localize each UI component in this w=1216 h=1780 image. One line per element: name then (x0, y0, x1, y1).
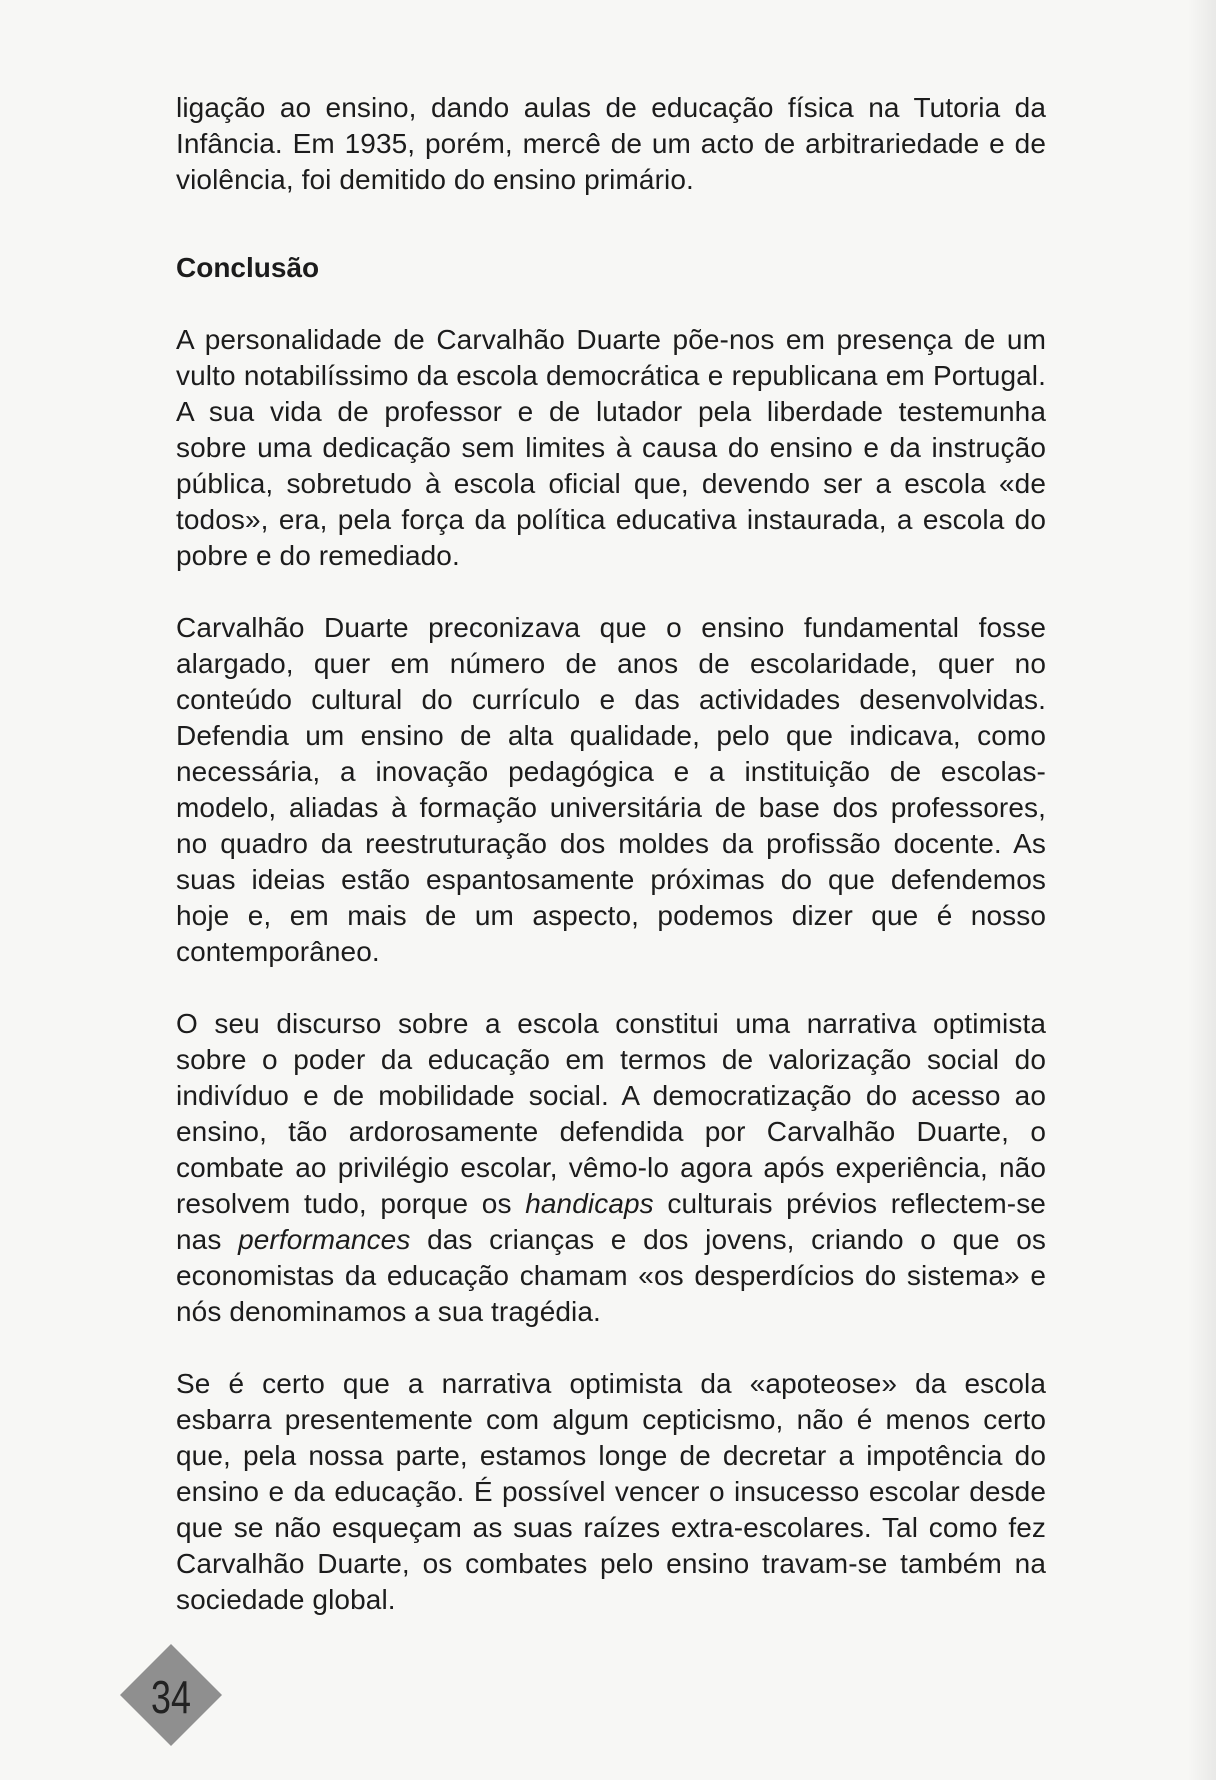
section-heading-conclusao: Conclusão (176, 252, 320, 283)
paragraph-3-text-c: das crianças e dos jovens, criando o que os economistas da educação chamam «os desperdícios do sistema» e nós denominamos a sua tragédia. (176, 1224, 1046, 1327)
conclusion-paragraph-3 (176, 1006, 1046, 1330)
page-number-marker (118, 1640, 228, 1750)
page-edge-shadow (1188, 0, 1216, 1780)
intro-paragraph: ligação ao ensino, dando aulas de educação física na Tutoria da Infância. Em 1935, porém, mercê de um acto de arbitrariedade e de violência, foi demitido do ensino primário. (176, 92, 1046, 195)
page-number: 34 (151, 1671, 191, 1723)
conclusion-paragraph-4: Se é certo que a narrativa optimista da «apoteose» da escola esbarra presentemente com algum cepticismo, não é menos certo que, pela nossa parte, estamos longe de decretar a impotência do ensino e da educação. É possível vencer o insucesso escolar desde que se não esqueçam as suas raízes extra-escolares. Tal como fez Carvalhão Duarte, os combates pelo ensino travam-se também na sociedade global. (176, 1368, 1046, 1615)
paragraph-3-text-a: O seu discurso sobre a escola constitui uma narrativa optimista sobre o poder da educação em termos de valorização social do indivíduo e de mobilidade social. A democratização do acesso ao ensino, tão ardorosamente defendida por Carvalhão Duarte, o combate ao privilégio escolar, vêmo-lo agora após experiência, não resolvem tudo, porque os (176, 1008, 1046, 1219)
conclusion-paragraph-1: A personalidade de Carvalhão Duarte põe-nos em presença de um vulto notabilíssimo da escola democrática e republicana em Portugal. A sua vida de professor e de lutador pela liberdade testemunha sobre uma dedicação sem limites à causa do ensino e da instrução pública, sobretudo à escola oficial que, devendo ser a escola «de todos», era, pela força da política educativa instaurada, a escola do pobre e do remediado. (176, 324, 1046, 571)
paragraph-3-italic-handicaps: handicaps (525, 1188, 654, 1219)
conclusion-paragraph-2: Carvalhão Duarte preconizava que o ensino fundamental fosse alargado, quer em número de anos de escolaridade, quer no conteúdo cultural do currículo e das actividades desenvolvidas. Defendia um ensino de alta qualidade, pelo que indicava, como necessária, a inovação pedagógica e a instituição de escolas-modelo, aliadas à formação universitária de base dos professores, no quadro da reestruturação dos moldes da profissão docente. As suas ideias estão espantosamente próximas do que defendemos hoje e, em mais de um aspecto, podemos dizer que é nosso contemporâneo. (176, 612, 1046, 967)
paragraph-3-italic-performances: performances (238, 1224, 411, 1255)
document-body (176, 90, 1046, 1654)
paragraph-3-text-b: culturais prévios reflectem-se nas (176, 1188, 1046, 1255)
